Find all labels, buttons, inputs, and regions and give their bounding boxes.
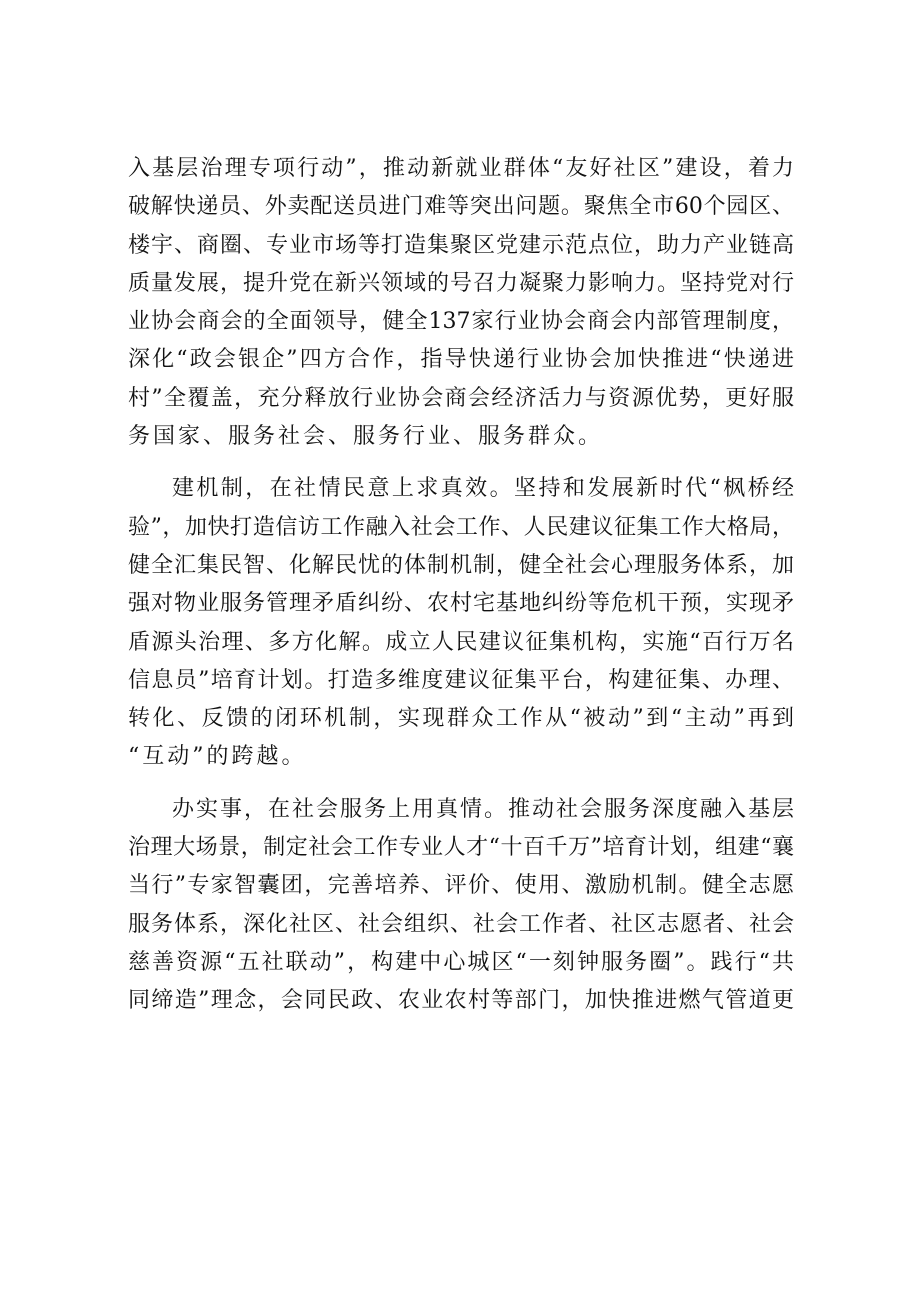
text-line: 破解快递员、外卖配送员进门难等突出问题。聚焦全市60个园区、 (128, 194, 794, 220)
text-line: 办实事，在社会服务上用真情。推动社会服务深度融入基层 (172, 796, 794, 822)
text-line: 健全汇集民智、化解民忧的体制机制，健全社会心理服务体系，加 (128, 552, 794, 578)
text-line: 治理大场景，制定社会工作专业人才“十百千万”培育计划，组建“襄 (128, 835, 794, 861)
text-line: 深化“政会银企”四方合作，指导快递行业协会加快推进“快递进 (128, 347, 794, 373)
text-line: 慈善资源“五社联动”，构建中心城区“一刻钟服务圈”。践行“共 (128, 949, 794, 975)
text-line: 村”全覆盖，充分释放行业协会商会经济活力与资源优势，更好服 (128, 385, 794, 411)
text-line: 服务体系，深化社区、社会组织、社会工作者、社区志愿者、社会 (128, 911, 794, 937)
text-line: 质量发展，提升党在新兴领域的号召力凝聚力影响力。坚持党对行 (128, 270, 794, 296)
text-line: 验”，加快打造信访工作融入社会工作、人民建议征集工作大格局， (128, 514, 794, 540)
document-body (128, 150, 794, 1035)
text-line: 务国家、服务社会、服务行业、服务群众。 (128, 424, 604, 450)
text-line: 信息员”培育计划。打造多维度建议征集平台，构建征集、办理、 (128, 667, 794, 693)
text-line: 楼宇、商圈、专业市场等打造集聚区党建示范点位，助力产业链高 (128, 232, 794, 258)
text-line: 同缔造”理念，会同民政、农业农村等部门，加快推进燃气管道更 (128, 988, 794, 1014)
text-line: 盾源头治理、多方化解。成立人民建议征集机构，实施“百行万名 (128, 629, 794, 655)
text-line: 业协会商会的全面领导，健全137家行业协会商会内部管理制度， (128, 309, 794, 335)
text-line: 建机制，在社情民意上求真效。坚持和发展新时代“枫桥经 (172, 476, 794, 502)
paragraph-2 (128, 470, 794, 776)
text-line: 当行”专家智囊团，完善培养、评价、使用、激励机制。健全志愿 (128, 873, 794, 899)
text-line: 强对物业服务管理矛盾纠纷、农村宅基地纠纷等危机干预，实现矛 (128, 591, 794, 617)
paragraph-3 (128, 791, 794, 1021)
paragraph-1 (128, 150, 794, 456)
text-line: “互动”的跨越。 (128, 744, 307, 770)
text-line: 入基层治理专项行动”，推动新就业群体“友好社区”建设，着力 (128, 156, 794, 181)
text-line: 转化、反馈的闭环机制，实现群众工作从“被动”到“主动”再到 (128, 706, 794, 732)
